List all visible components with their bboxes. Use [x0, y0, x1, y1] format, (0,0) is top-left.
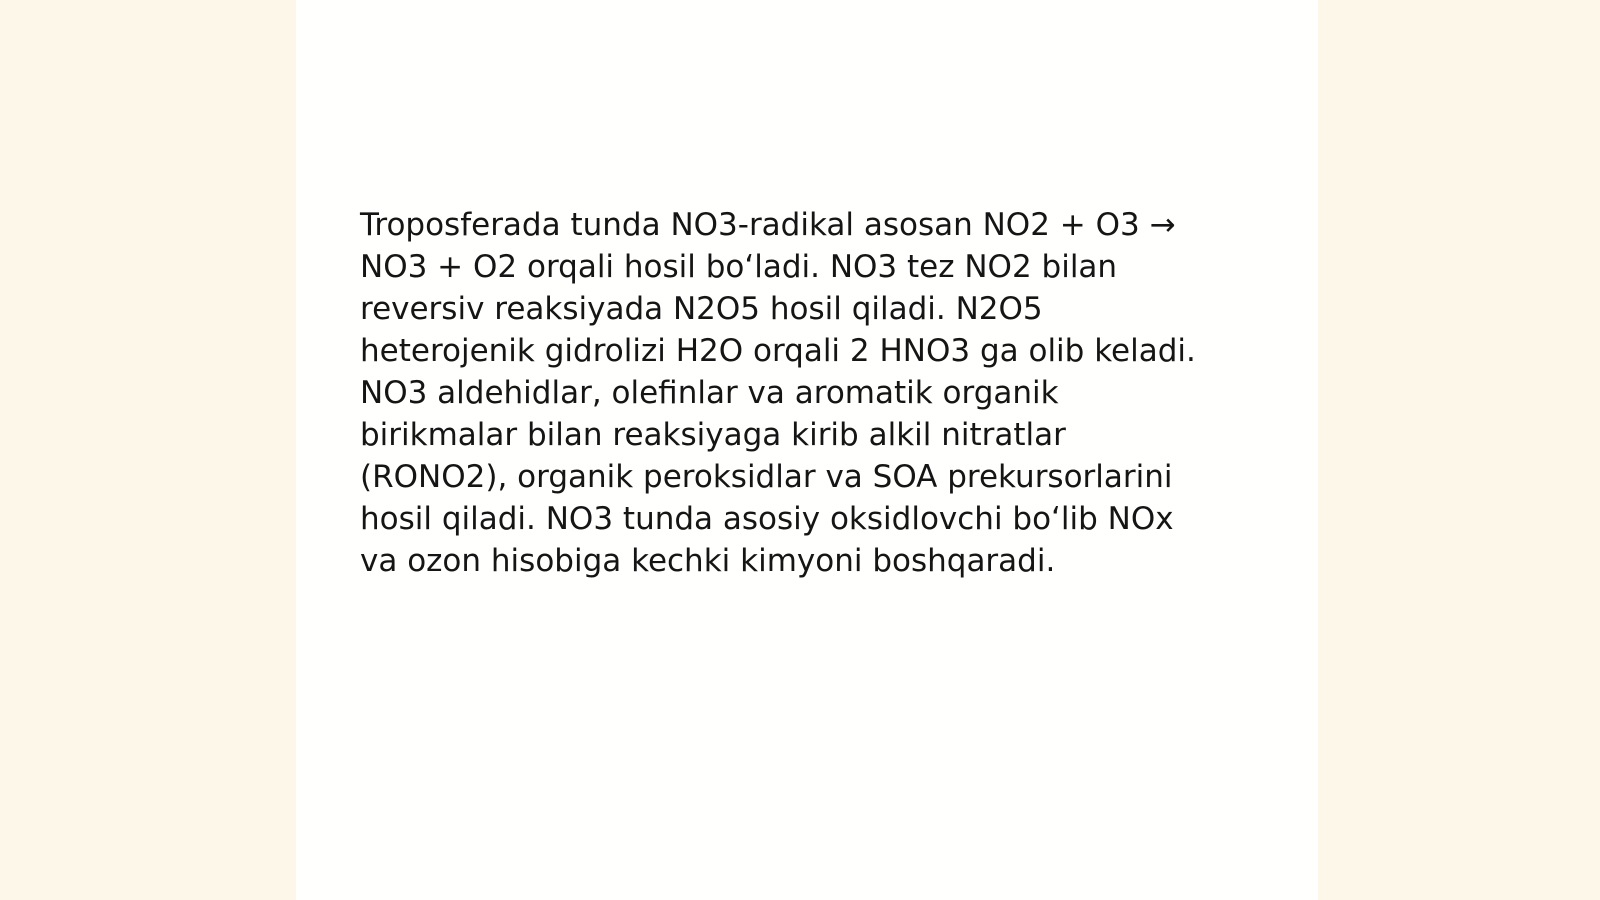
text-line: (RONO2), organik peroksidlar va SOA prekursorlarini [360, 459, 1173, 495]
text-line: NO3 aldehidlar, olefinlar va aromatik organik [360, 375, 1059, 411]
text-line: va ozon hisobiga kechki kimyoni boshqaradi. [360, 543, 1056, 579]
text-line: heterojenik gidrolizi H2O orqali 2 HNO3 ga olib keladi. [360, 333, 1196, 369]
text-line: hosil qiladi. NO3 tunda asosiy oksidlovchi boʻlib NOx [360, 501, 1174, 537]
text-line: birikmalar bilan reaksiyaga kirib alkil nitratlar [360, 417, 1066, 453]
text-line: NO3 + O2 orqali hosil boʻladi. NO3 tez NO2 bilan [360, 249, 1118, 285]
slide [296, 0, 1318, 900]
text-line: Troposferada tunda NO3-radikal asosan NO2 + O3 → [360, 207, 1176, 243]
text-line: reversiv reaksiyada N2O5 hosil qiladi. N2O5 [360, 291, 1043, 327]
slide-body-text [360, 204, 1260, 582]
